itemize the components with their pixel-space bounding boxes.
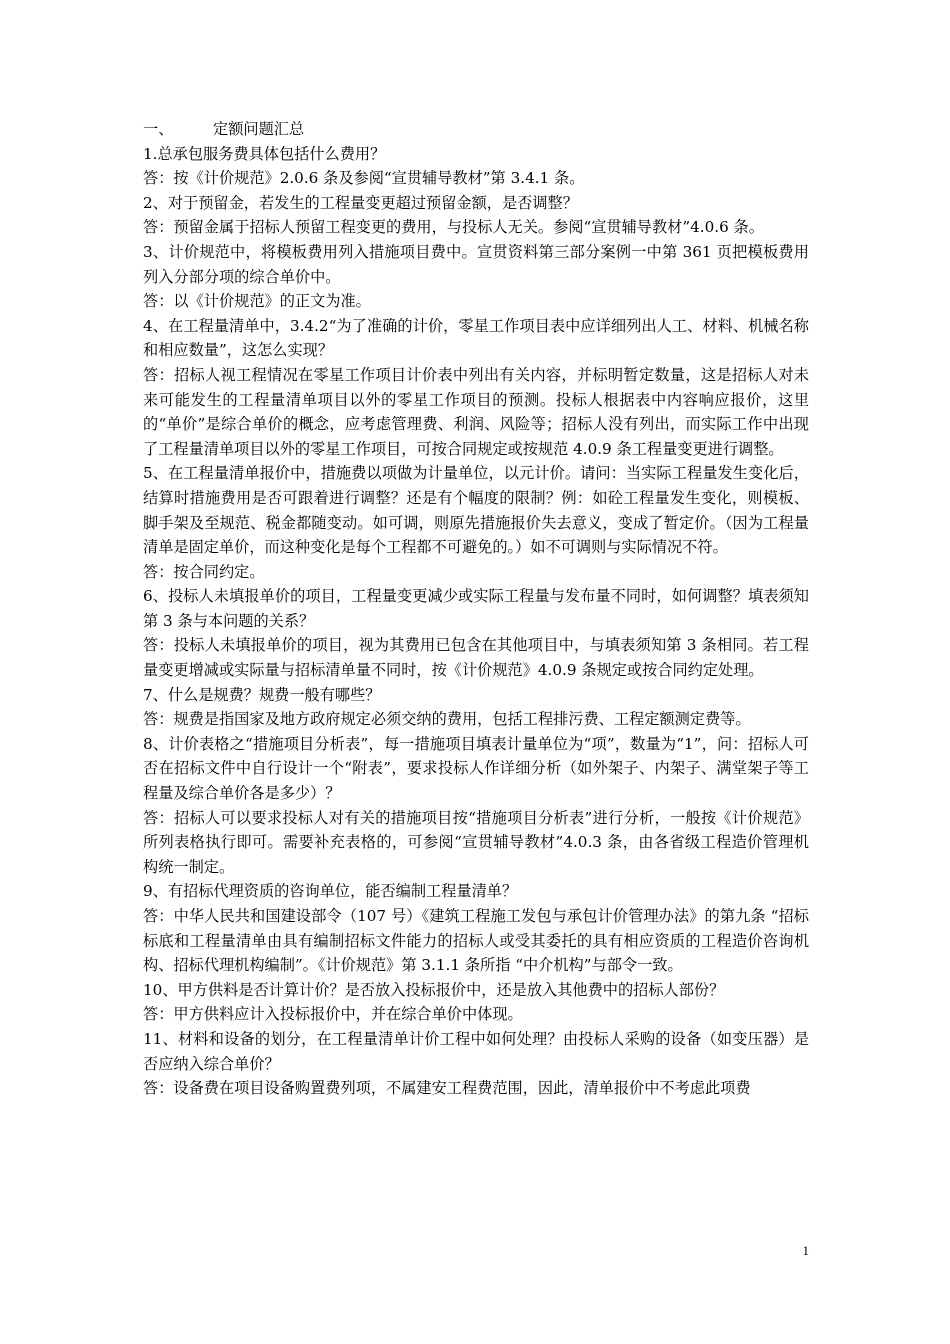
answer-9: 答：中华人民共和国建设部令（107 号）《建筑工程施工发包与承包计价管理办法》的第九条 “招标标底和工程量清单由具有编制招标文件能力的招标人或受其委托的具有相应资质的工程造价咨询机构、招标代理机构编制”。《计价规范》第 3.1.1 条所指 “中介机构”与部令一致。 bbox=[143, 907, 809, 975]
page-number: 1 bbox=[802, 1243, 809, 1258]
question-10: 10、甲方供料是否计算计价？是否放入投标报价中，还是放入其他费中的招标人部份？ bbox=[143, 980, 725, 999]
document-body bbox=[143, 117, 809, 1101]
answer-1: 答：按《计价规范》2.0.6 条及参阅“宣贯辅导教材”第 3.4.1 条。 bbox=[143, 169, 585, 188]
question-8: 8、计价表格之“措施项目分析表”，每一措施项目填表计量单位为“项”，数量为“1”，问：招标人可否在招标文件中自行设计一个“附表”，要求投标人作详细分析（如外架子、内架子、满堂架子等工程量及综合单价各是多少）？ bbox=[143, 734, 809, 803]
answer-10: 答：甲方供料应计入投标报价中，并在综合单价中体现。 bbox=[143, 1005, 523, 1024]
section-title: 定额问题汇总 bbox=[213, 120, 305, 138]
answer-8: 答：招标人可以要求投标人对有关的措施项目按“措施项目分析表”进行分析，一般按《计价规范》所列表格执行即可。需要补充表格的，可参阅“宣贯辅导教材”4.0.3 条，由各省级工程造价管理机构统一制定。 bbox=[143, 808, 809, 876]
question-9: 9、有招标代理资质的咨询单位，能否编制工程量清单？ bbox=[143, 882, 518, 901]
answer-7: 答：规费是指国家及地方政府规定必须交纳的费用，包括工程排污费、工程定额测定费等。 bbox=[143, 710, 751, 729]
question-2: 2、对于预留金，若发生的工程量变更超过预留金额，是否调整？ bbox=[143, 193, 578, 212]
answer-2: 答：预留金属于招标人预留工程变更的费用，与投标人无关。参阅“宣贯辅导教材”4.0.6 条。 bbox=[143, 218, 764, 237]
question-3: 3、计价规范中，将模板费用列入措施项目费中。宣贯资料第三部分案例一中第 361 页把模板费用列入分部分项的综合单价中。 bbox=[143, 242, 809, 286]
answer-11: 答：设备费在项目设备购置费列项，不属建安工程费范围，因此，清单报价中不考虑此项费 bbox=[143, 1079, 751, 1098]
section-heading bbox=[143, 117, 809, 142]
answer-4: 答：招标人视工程情况在零星工作项目计价表中列出有关内容，并标明暂定数量，这是招标人对未来可能发生的工程量清单项目以外的零星工作项目的预测。投标人根据表中内容响应报价，这里的“单价”是综合单价的概念，应考虑管理费、利润、风险等；招标人没有列出，而实际工作中出现了工程量清单项目以外的零星工作项目，可按合同规定或按规范 4.0.9 条工程量变更进行调整。 bbox=[143, 365, 809, 458]
question-5: 5、在工程量清单报价中，措施费以项做为计量单位，以元计价。请问：当实际工程量发生变化后，结算时措施费用是否可跟着进行调整？还是有个幅度的限制？例：如砼工程量发生变化，则模板、脚手架及至规范、税金都随变动。如可调，则原先措施报价失去意义，变成了暂定价。（因为工程量清单是固定单价，而这种变化是每个工程都不可避免的。）如不可调则与实际情况不符。 bbox=[143, 464, 809, 557]
answer-5: 答：按合同约定。 bbox=[143, 562, 265, 581]
question-1: 1.总承包服务费具体包括什么费用？ bbox=[143, 144, 386, 163]
question-11: 11、材料和设备的划分，在工程量清单计价工程中如何处理？由投标人采购的设备（如变压器）是否应纳入综合单价？ bbox=[143, 1029, 809, 1073]
question-6: 6、投标人未填报单价的项目，工程量变更减少或实际工程量与发布量不同时，如何调整？填表须知第 3 条与本问题的关系？ bbox=[143, 587, 809, 630]
question-4: 4、在工程量清单中，3.4.2“为了准确的计价，零星工作项目表中应详细列出人工、材料、机械名称和相应数量”，这怎么实现？ bbox=[143, 316, 809, 360]
question-7: 7、什么是规费？规费一般有哪些？ bbox=[143, 685, 381, 704]
section-number: 一、 bbox=[143, 120, 174, 138]
answer-3: 答：以《计价规范》的正文为准。 bbox=[143, 292, 371, 311]
answer-6: 答：投标人未填报单价的项目，视为其费用已包含在其他项目中，与填表须知第 3 条相同。若工程量变更增减或实际量与招标清单量不同时，按《计价规范》4.0.9 条规定或按合同约定处理。 bbox=[143, 636, 809, 680]
